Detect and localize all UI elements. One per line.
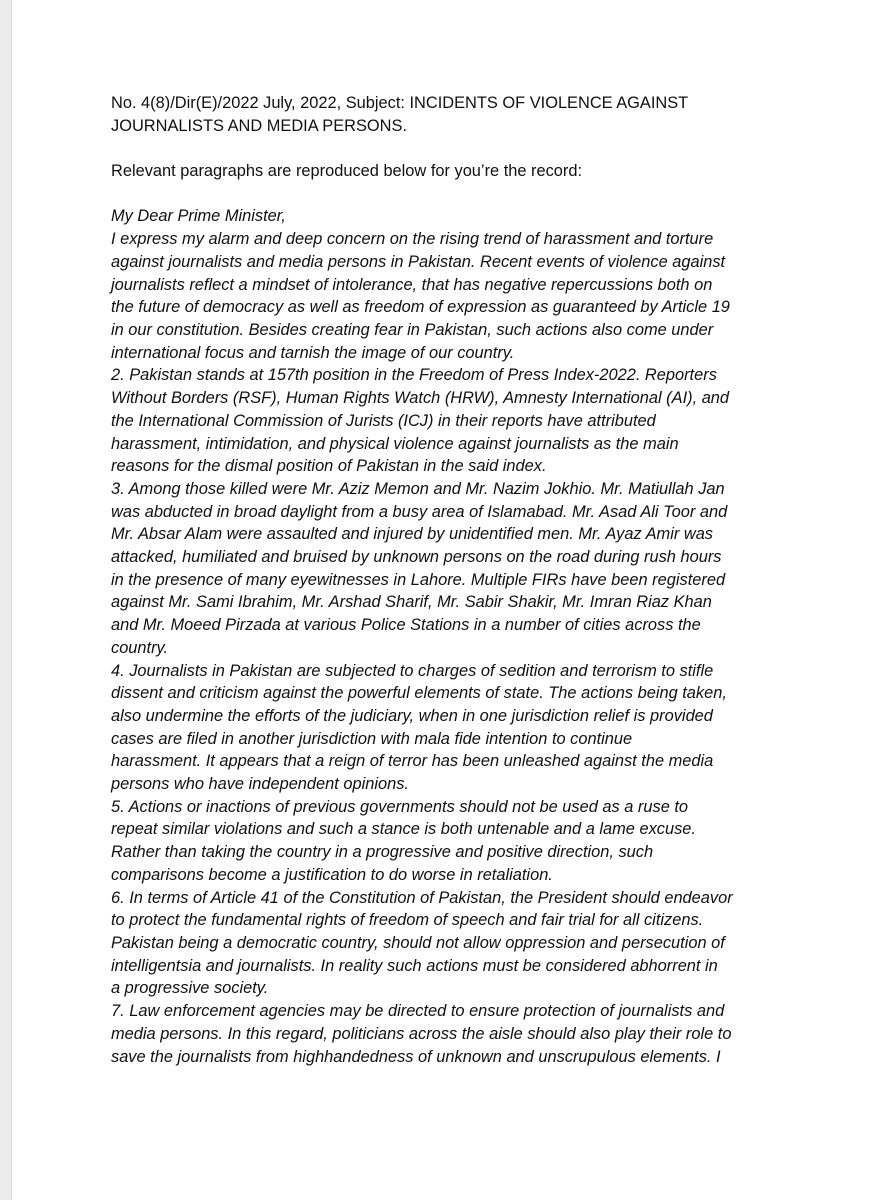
paragraph-line: Mr. Absar Alam were assaulted and injured by unidentified men. Mr. Ayaz Amir was [111,525,714,544]
paragraph-line: persons who have independent opinions. [111,775,409,794]
paragraph-line: in our constitution. Besides creating fear in Pakistan, such actions also come under [111,321,714,339]
letter-body [111,205,786,1068]
paragraph-line: harassment, intimidation, and physical violence against journalists as the main [111,434,679,453]
paragraph-line: 7. Law enforcement agencies may be directed to ensure protection of journalists and [111,1002,725,1021]
paragraph-line: media persons. In this regard, politicians across the aisle should also play their role to [111,1024,732,1043]
paragraph-line: dissent and criticism against the powerful elements of state. The actions being taken, [111,684,727,703]
paragraph-line: country. [111,638,169,657]
paragraph-5 [111,796,786,887]
paragraph-line: against Mr. Sami Ibrahim, Mr. Arshad Sharif, Mr. Sabir Shakir, Mr. Imran Riaz Khan [111,593,712,612]
paragraph-line: against journalists and media persons in Pakistan. Recent events of violence against [111,252,726,271]
paragraph-line: Without Borders (RSF), Human Rights Watch (HRW), Amnesty International (AI), and [111,389,730,408]
paragraph-line: international focus and tarnish the image of our country. [111,343,515,362]
paragraph-line: I express my alarm and deep concern on the rising trend of harassment and torture [111,230,714,249]
paragraph-line: attacked, humiliated and bruised by unknown persons on the road during rush hours [111,548,722,567]
letter-header [111,92,786,137]
paragraph-7 [111,1000,786,1068]
paragraph-line: cases are filed in another jurisdiction with mala fide intention to continue [111,729,633,748]
letter-content [111,92,786,1068]
paragraph-line: save the journalists from highhandedness of unknown and unscrupulous elements. I [111,1047,721,1066]
paragraph-line: the future of democracy as well as freedom of expression as guaranteed by Article 19 [111,298,730,317]
header-line-1: No. 4(8)/Dir(E)/2022 July, 2022, Subject: INCIDENTS OF VIOLENCE AGAINST [111,94,689,112]
paragraph-3 [111,478,786,660]
paragraph-line: a progressive society. [111,979,269,998]
paragraph-line: harassment. It appears that a reign of terror has been unleashed against the media [111,752,714,771]
paragraph-line: comparisons become a justification to do worse in retaliation. [111,865,553,884]
paragraph-line: journalists reflect a mindset of intolerance, that has negative repercussions both on [111,275,713,294]
paragraph-line: 6. In terms of Article 41 of the Constitution of Pakistan, the President should endeavor [111,888,733,907]
paragraph-2 [111,364,786,478]
paragraph-line: 5. Actions or inactions of previous governments should not be used as a ruse to [111,797,689,816]
paragraph-line: the International Commission of Jurists (ICJ) in their reports have attributed [111,411,656,430]
spacer [111,183,786,206]
paragraph-line: 2. Pakistan stands at 157th position in the Freedom of Press Index-2022. Reporters [111,366,717,385]
paragraph-6 [111,887,786,1001]
paragraph-1 [111,228,786,364]
paragraph-line: 3. Among those killed were Mr. Aziz Memon and Mr. Nazim Jokhio. Mr. Matiullah Jan [111,479,725,498]
paragraph-line: Pakistan being a democratic country, should not allow oppression and persecution of [111,933,725,952]
intro-line: Relevant paragraphs are reproduced below for you’re the record: [111,162,583,181]
salutation: My Dear Prime Minister, [111,207,286,226]
paragraph-line: 4. Journalists in Pakistan are subjected to charges of sedition and terrorism to stifle [111,661,714,680]
paragraph-line: to protect the fundamental rights of freedom of speech and fair trial for all citizens. [111,911,704,930]
paragraph-line: intelligentsia and journalists. In reality such actions must be considered abhorrent in [111,956,718,975]
paragraph-4 [111,660,786,796]
paragraph-line: Rather than taking the country in a progressive and positive direction, such [111,843,654,862]
paragraph-line: and Mr. Moeed Pirzada at various Police Stations in a number of cities across the [111,616,701,635]
spacer [111,137,786,160]
paragraph-line: also undermine the efforts of the judiciary, when in one jurisdiction relief is provided [111,706,713,725]
paragraph-line: in the presence of many eyewitnesses in Lahore. Multiple FIRs have been registered [111,570,726,589]
paragraph-line: repeat similar violations and such a stance is both untenable and a lame excuse. [111,820,696,839]
paragraph-line: reasons for the dismal position of Pakistan in the said index. [111,457,547,476]
document-page [11,0,870,1200]
paragraph-line: was abducted in broad daylight from a busy area of Islamabad. Mr. Asad Ali Toor and [111,502,728,521]
header-line-2: JOURNALISTS AND MEDIA PERSONS. [111,116,408,135]
